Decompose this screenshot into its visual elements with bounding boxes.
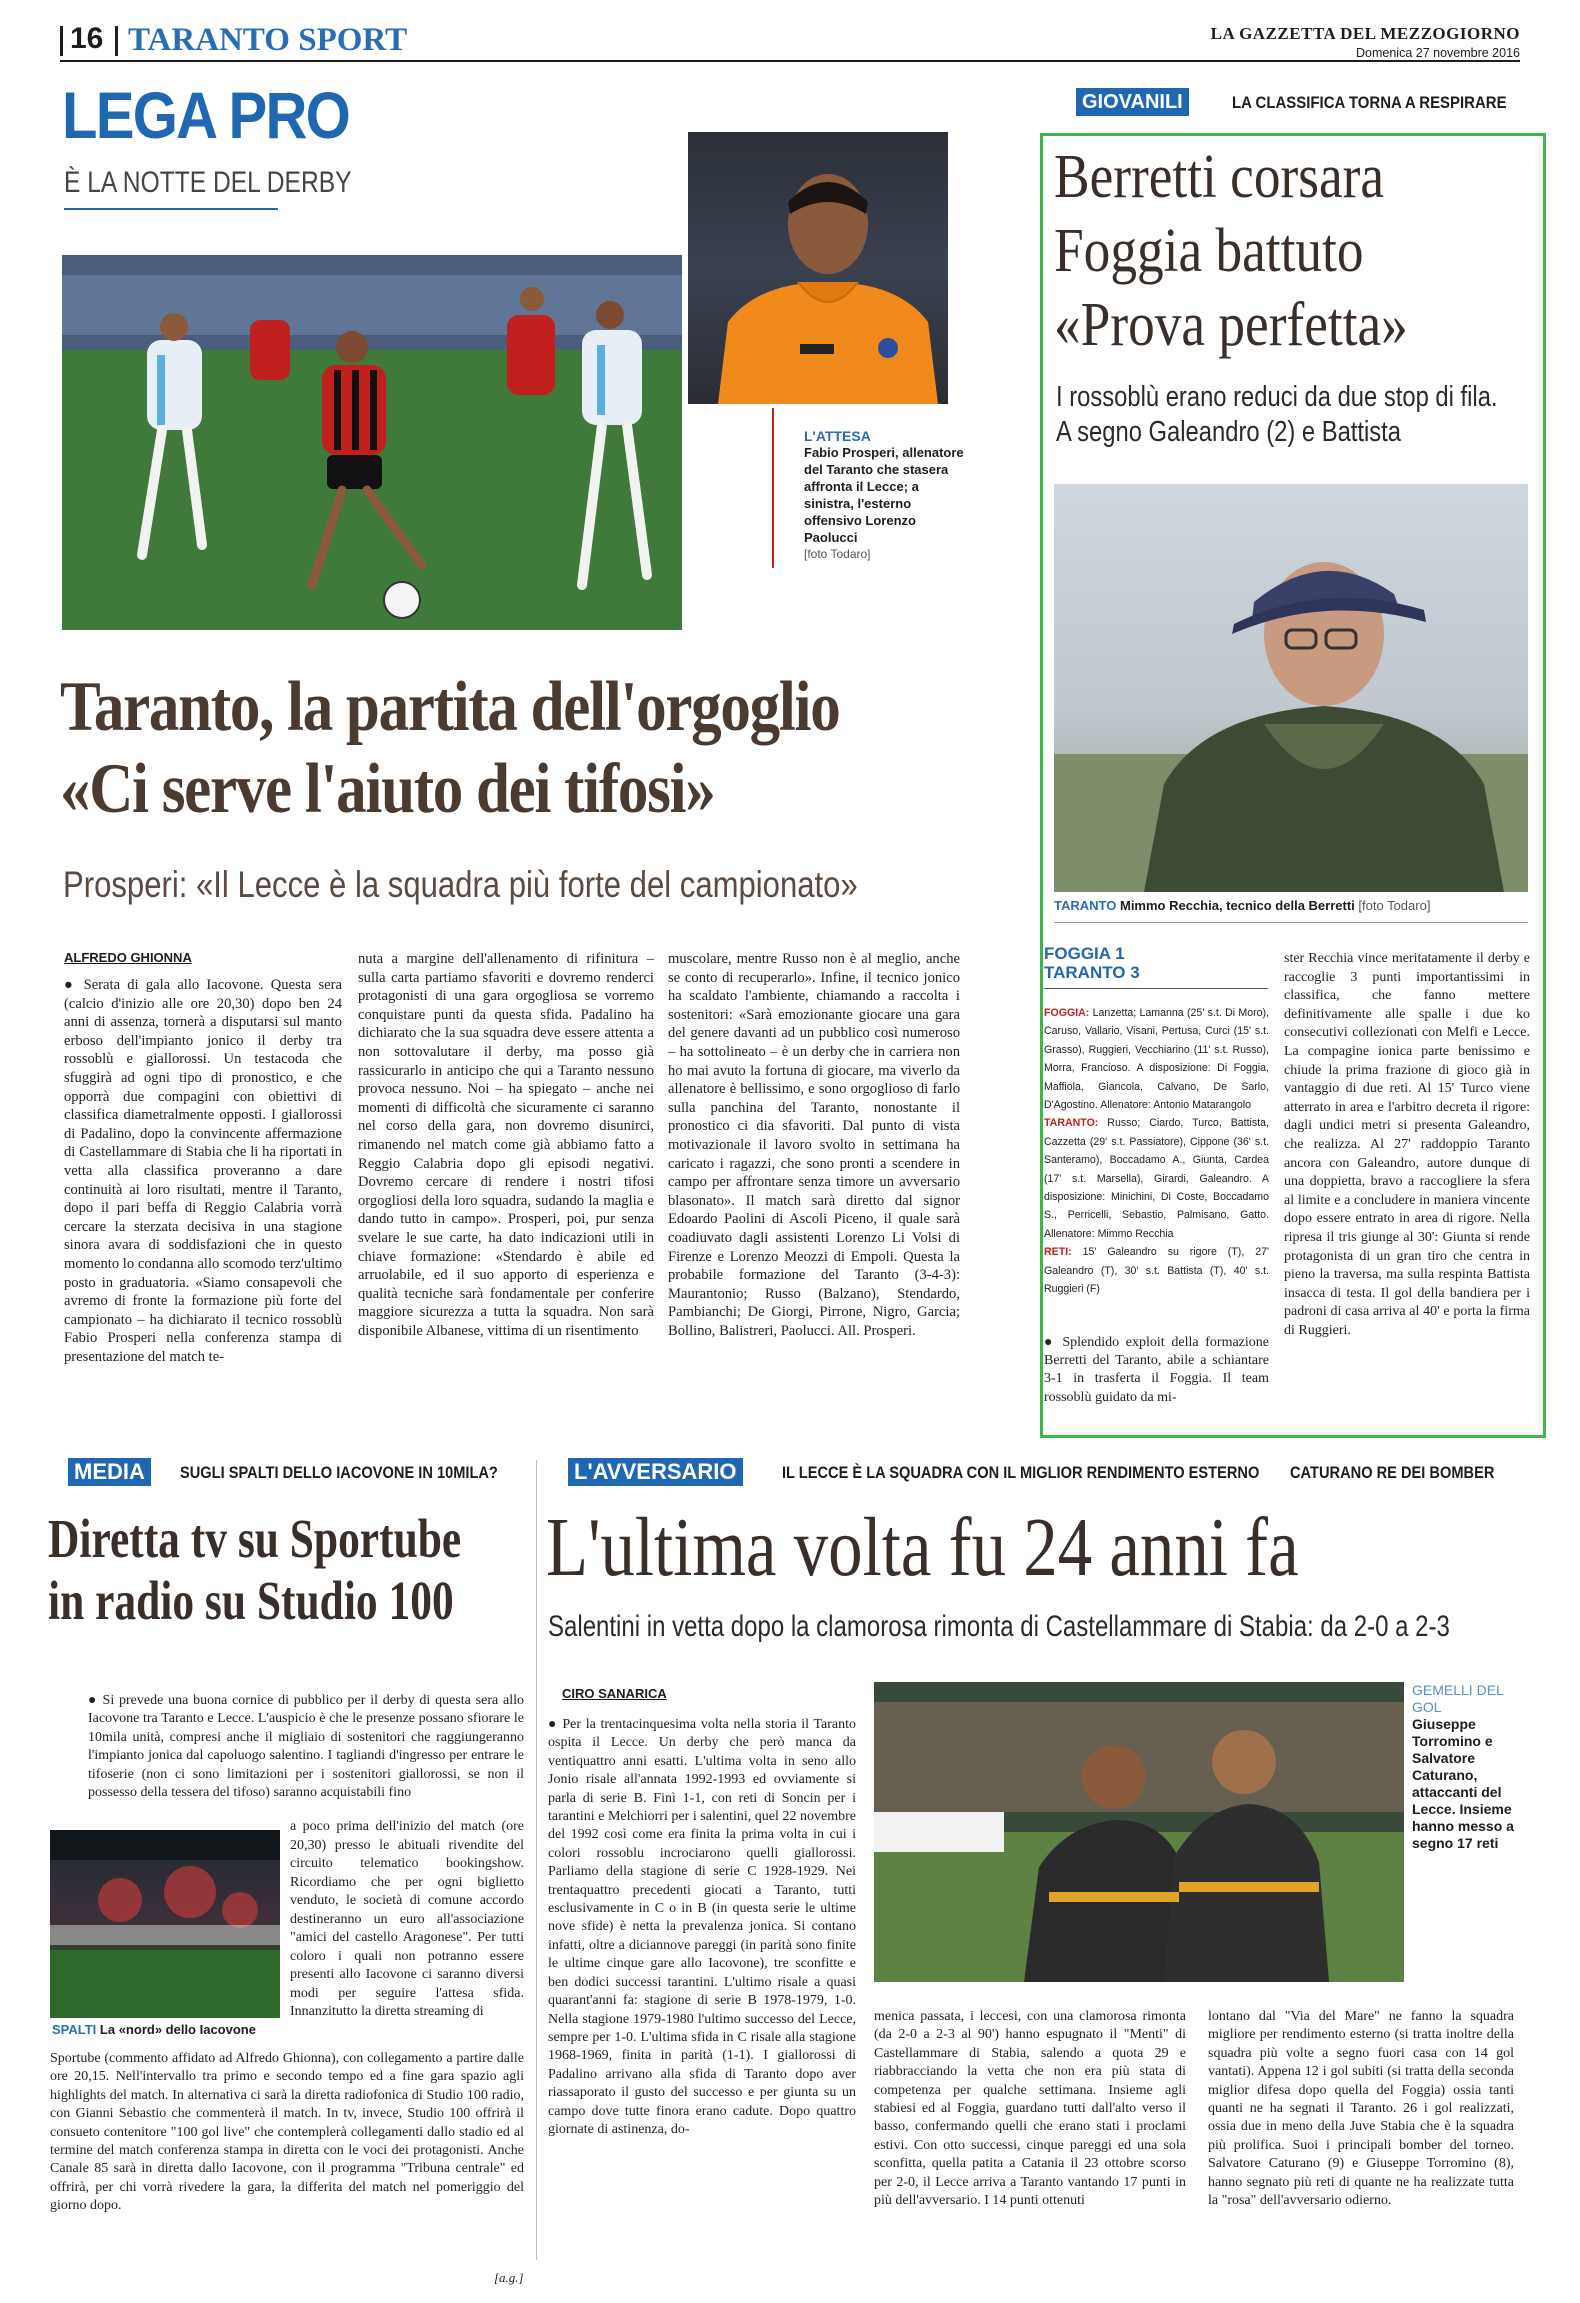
tabellino-foggia-label: FOGGIA: [1044,1007,1090,1019]
giovanili-headline-2: Foggia battuto [1054,217,1364,285]
masthead-separator [115,26,118,56]
prosperi-illustration [688,132,948,404]
giovanili-col-a-text: ● Splendido exploit della formazione Berretti del Taranto, abile a schiantare 3-1 in trasferta il Foggia. Il team rossoblù guidato da mi- [1044,1335,1269,1405]
giovanili-kicker: LA CLASSIFICA TORNA A RESPIRARE [1232,93,1507,112]
main-byline: ALFREDO GHIONNA [64,950,192,965]
match-photo [62,255,682,630]
media-intro [88,1692,524,1816]
masthead-left-bar [60,26,63,56]
score-home: FOGGIA 1 [1044,944,1125,963]
score-away: TARANTO 3 [1044,963,1140,982]
avversario-deck: Salentini in vetta dopo la clamorosa rimonta di Castellammare di Stabia: da 2-0 a 2-3 [548,1610,1450,1643]
main-col-3-text: muscolare, mentre Russo non è al meglio, anche se conto di recuperarlo». Infine, il tecnico jonico ha scaldato l'ambiente, chiamando a raccolta i sostenitori: «Sarà emozionante giocare una gara del genere davanti ad un pubblico così numeroso – ha sottolineato – è un derby che in carriera non ho mai avuto la fortuna di giocare, ma viverlo da allenatore è bellissimo, e sono orgoglioso di farlo sulla panchina del Taranto, nonostante il pronostico ci dia sfavoriti. Dal punto di vista motivazionale il lavoro svolto in settimana ha caricato i ragazzi, che sono pronti a scendere in campo per affrontare senza timore un avversario blasonato». Il match sarà diretto dal signor Edoardo Paolini di Ascoli Piceno, il quale sarà coadiuvato dagli assistenti Lorenzo Li Volsi di Firenze e Lorenzo Meozzi di Empoli. Questa la probabile formazione del Taranto (3-4-3): Maurantonio; Russo (Balzano), Stendardo, Pambianchi; De Giorgi, Pirrone, Nigro, Garcia; Bollino, Balistreri, Paolucci. All. Prosperi. [668,951,960,1339]
curva-photo [50,1830,280,2018]
caption-head: L'ATTESA [804,428,871,444]
media-headline-2: in radio su Studio 100 [48,1570,454,1631]
curva-caption-body: La «nord» dello Iacovone [99,2022,256,2037]
avversario-col-1 [548,1716,856,2276]
lecce-caption-head: GEMELLI DEL GOL [1412,1682,1504,1715]
curva-caption-head: SPALTI [52,2022,97,2037]
tabellino-foggia-text: Lanzetta; Lamanna (25' s.t. Di Moro), Caruso, Vallario, Visani, Pertusa, Curci (15' s.t. Grasso), Ruggieri, Vecchiarino (11' s.t. Russo), Morra, Francioso. A disposizione: Di Foggia, Maffiola, Giancola, Calvano, De Sarlo, D'Agostino. Allenatore: Antonio Matarangolo [1044,1007,1269,1112]
main-col-3 [668,950,960,1426]
giovanili-headline-3: «Prova perfetta» [1054,291,1408,359]
main-headline-2: «Ci serve l'aiuto dei tifosi» [60,750,715,828]
media-signature: [a.g.] [494,2270,524,2285]
issue-date: Domenica 27 novembre 2016 [1356,46,1520,60]
giovanili-headline-1: Berretti corsara [1054,143,1385,211]
recchia-caption-credit: [foto Todaro] [1358,898,1431,913]
tabellino-reti-label: RETI: [1044,1246,1072,1259]
masthead [60,20,1520,66]
lega-pro-subtitle: È LA NOTTE DEL DERBY [64,166,352,199]
tabellino-taranto-text: Russo; Ciardo, Turco, Battista, Cazzetta (29' s.t. Passiatore), Cipponе (36' s.t. Santeramo), Boccadamo A., Giunta, Cardea (17' s.t. Marsella), Girardi, Galeandro. A disposizione: Minichini, Di Coste, Boccadamo S., Perricelli, Sebastio, Palmisano, Gatto. Allenatore: Mimmo Recchia [1044,1117,1269,1240]
lecce-illustration [874,1682,1404,1982]
page-number: 16 [70,22,104,55]
tabellino-taranto [1044,1114,1269,1243]
lecce-caption-body: Giuseppe Torromino e Salvatore Caturano, attaccanti del Lecce. Insieme hanno messo a segno 17 reti [1412,1716,1514,1851]
giovanili-col-b-text: ster Recchia vince meritatamente il derby e raccoglie 3 punti importantissimi in classifica, che fanno mettere definitivamente alle spalle i due ko consecutivi collezionati con Melfi e Lecce. La compagine ionica parte benissimo e chiude la prima frazione di gioco già in vantaggio di due reti. Al 15' Turco viene atterrato in area e l'arbitro decreta il rigore: dagli undici metri si presenta Galeandro, che realizza. Al 27' raddoppio Taranto ancora con Galeandro, autore dunque di una doppietta, bravo a raccogliere la sfera al limite e a concludere in maniera vincente dopo essere entrato in area di rigore. Nella ripresa il tris giunge al 30': Giunta si rende protagonista di un gran tiro che centra in pieno la traversa, ma sulla respinta Battista insacca di testa. Il gol della bandiera per i padroni di casa arriva al 40' e porta la firma di Ruggieri. [1284,951,1530,1338]
giovanili-caption-rule [1054,922,1528,923]
section-title: TARANTO SPORT [128,22,408,58]
tabellino-foggia [1044,1004,1269,1114]
giovanili-tag: GIOVANILI [1076,88,1189,116]
caption-rule [772,408,774,568]
lecce-photo [874,1682,1404,1982]
main-col-2 [358,950,654,1426]
media-headline-1: Diretta tv su Sportube [48,1508,462,1569]
tabellino-reti [1044,1243,1269,1298]
avversario-col-2-text: menica passata, i leccesi, con una clamorosa rimonta (da 2-0 a 2-3 al 90') hanno espugnato il "Menti" di Castellammare di Stabia, salendo a quota 29 e riabbracciando la vetta che non era più stata di competenza per qualche settimana. Insieme agli stabiesi ed al Foggia, guardano tutti dall'alto verso il basso, confermando quelli che erano stati i proclami estivi. Con otto successi, cinque pareggi ed una sola sconfitta, quella patita a Catania il 23 ottobre scorso per 2-0, il Lecce arriva a Taranto vantando 17 punti in più dell'avversario. I 14 punti ottenuti [874,2009,1186,2209]
media-bottom [50,2050,524,2272]
main-headline-1: Taranto, la partita dell'orgoglio [60,668,840,746]
caption-credit: [foto Todaro] [804,547,871,561]
main-col-1 [64,976,342,1426]
media-side-text: a poco prima dell'inizio del match (ore 20,30) presso le abituali rivendite del circuito telematico bookingshow. Ricordiamo che per ogni biglietto venduto, le società di comune accordo destineranno un euro all'associazione "amici del castello Aragonese". Per tutti coloro i quali non potranno essere presenti allo Iacovone ci saranno diversi modi per seguire l'attesa sfida. Innanzitutto la diretta streaming di [290,1819,524,2019]
avversario-headline: L'ultima volta fu 24 anni fa [546,1501,1299,1594]
newspaper-name: LA GAZZETTA DEL MEZZOGIORNO [1210,24,1520,43]
main-deck: Prosperi: «Il Lecce è la squadra più forte del campionato» [63,864,858,905]
tabellino [1044,1004,1269,1299]
tabellino-taranto-label: TARANTO: [1044,1117,1099,1130]
recchia-caption [1054,898,1534,914]
curva-illustration [50,1830,280,2018]
avversario-col-3 [1208,2008,1514,2278]
avversario-col-3-text: lontano dal "Via del Mare" ne fanno la squadra migliore per rendimento esterno (si tratta inoltre della squadra più volte a segno fuori casa con 14 gol vantati). Appena 12 i gol subiti (si tratta della seconda miglior difesa dopo quella del Foggia) ossia tanti quanti ne ha segnati il Taranto. 26 i gol realizzati, ossia due in meno della Juve Stabia che è la squadra più prolifica. Suoi i principali bomber del torneo. Salvatore Caturano (9) e Giuseppe Torromino (8), hanno segnato più reti di quante ne ha realizzate tutta la "rosa" dell'avversario odierno. [1208,2009,1514,2209]
media-kicker: SUGLI SPALTI DELLO IACOVONE IN 10MILA? [180,1463,498,1482]
avversario-tag: L'AVVERSARIO [568,1458,743,1486]
avversario-kicker-2: CATURANO RE DEI BOMBER [1290,1463,1495,1482]
curva-caption [52,2022,292,2038]
caption-body: Fabio Prosperi, allenatore del Taranto che stasera affronta il Lecce; a sinistra, l'esterno offensivo Lorenzo Paolucci [804,445,964,545]
avversario-col-2 [874,2008,1186,2278]
match-illustration [62,255,682,630]
main-col-2-text: nuta a margine dell'allenamento di rifinitura – sulla carta partiamo sfavoriti e dovremo renderci protagonisti di una gara orgogliosa se vorremo conquistare punti da questa sfida. Padalino ha dichiarato che la sua squadra deve essere attenta a non sottovalutare il derby, ma posso già rassicurarlo in anticipo che qui a Taranto nessuno provoca nessuno. Noi – ha spiegato – anche nei momenti di difficoltà che sicuramente ci saranno nel corso della gara, non dovremo disunirci, rimanendo nel match come già abbiamo fatto a Reggio Calabria dopo gli episodi negativi. Dovremo cercare di rendere i nostri tifosi orgogliosi della loro squadra, sudando la maglia e dando tutto in campo». Prosperi, poi, pur senza svelare le sue carte, ha dato indicazioni utili in chiave formazione: «Stendardo è abile ed arruolabile, ed il suo apporto di esperienza e qualità tecniche sarà fondamentale per conferire maggiore sicurezza a tutta la squadra. Non sarà disponibile Albanese, vittima di un risentimento [358,951,654,1339]
giovanili-col-b [1284,950,1530,1430]
giovanili-col-a [1044,1334,1269,1430]
recchia-caption-body: Mimmo Recchia, tecnico della Berretti [1119,898,1355,913]
tabellino-reti-text: 15' Galeandro su rigore (T), 27' Galeandro (T), 30' s.t. Battista (T), 40' s.t. Ruggieri (F) [1044,1246,1269,1296]
media-side [290,1818,524,2042]
media-intro-text: ● Si prevede una buona cornice di pubblico per il derby di questa sera allo Iacovone tra Taranto e Lecce. L'auspicio è che le presenze possano sfiorare le 10mila unità, compresi anche il migliaio di sostenitori che raggiungeranno l'impianto jonica dal capoluogo salentino. I tagliandi d'ingresso per entrare le tifoserie (non ci sono limitazioni per i sostenitori giallorossi, se non il possesso della tessera del tifoso) saranno acquistabili fino [88,1693,524,1801]
lecce-caption [1412,1682,1522,1852]
media-tag: MEDIA [68,1458,151,1486]
avversario-byline: CIRO SANARICA [562,1686,667,1701]
tabellino-rule [1044,988,1268,989]
recchia-photo [1054,484,1528,892]
avversario-kicker-1: IL LECCE È LA SQUADRA CON IL MIGLIOR RENDIMENTO ESTERNO [782,1463,1260,1482]
recchia-caption-head: TARANTO [1054,898,1117,913]
section-divider [536,1460,537,2260]
prosperi-photo [688,132,948,404]
media-bottom-text: Sportube (commento affidato ad Alfredo Ghionna), con collegamento a partire dalle ore 20,15. Nell'intervallo tra primo e secondo tempo ed a fine gara spazio agli highlights del match. In alternativa ci sarà la diretta radiofonica di Studio 100 radio, con Gianni Sebastio che commenterà il match. In tv, invece, Studio 100 offrirà il consueto contenitore "100 gol live" che contemplerà collegamenti dallo stadio ed al termine del match conferenza stampa in diretta con le voci dei protagonisti. Anche Canale 85 sarà in diretta dallo Iacovone, con il programma "Tribuna centrale" ed offrirà, per chi vorrà rivedere la gara, la differita del match nel pomeriggio del giorno dopo. [50,2051,524,2214]
lega-pro-underline [64,208,278,210]
avversario-col-1-text: ● Per la trentacinquesima volta nella storia il Taranto ospita il Lecce. Un derby che però manca da ventiquattro anni esatti. L'ultima volta in seno allo Jonio risale all'annata 1992-1993 ed ovviamente si parla di serie B. Finì 1-1, con reti di Soncin per i tarantini e Melchiorri per i salentini, quel 22 novembre del 1992 così come era finita la prima volta in cui i colori rossoblu incrociarono quelli giallorossi. Parliamo della stagione di serie C 1928-1929. Nei trentaquattro precedenti giocati a Taranto, tutti esclusivamente in C o in B (in questa serie le ultime nove sfide) è netta la prevalenza jonica. Si contano infatti, oltre a diciannove pareggi (in parità sono finite le ultime cinque gare allo Iacovone), tre sconfitte e ben dodici successi tarantini. L'ultimo risale a quasi quarant'anni fa: stagione di serie B 1978-1979, 1-0. Nella stagione 1979-1980 l'ultimo successo del Lecce, sempre per 1-0. L'ultima sfida in C risale alla stagione 1968-1969, finita in parità (1-1). I giallorossi di Padalino arrivano alla sfida di Taranto dopo aver riassaporato il gusto del successo e per giunta su un campo dove tutte finora erano cadute. Dopo quattro giornate di astinenza, do- [548,1717,856,2137]
masthead-rule [60,60,1520,62]
recchia-illustration [1054,484,1528,892]
giovanili-deck: I rossoblù erano reduci da due stop di fila. A segno Galeandro (2) e Battista [1056,381,1498,448]
main-col-1-text: ● Serata di gala allo Iacovone. Questa sera (calcio d'inizio alle ore 20,30) dopo ben 24 anni di assenza, tornerà a disputarsi sul manto erboso dell'impianto jonico il derby tra rossoblù e giallorossi. Un testacoda che sfuggirà ad ogni tipo di pronostico, e che opporrà due compagini con obiettivi di classifica diametralmente opposti. I giallorossi di Padalino, dopo la convincente affermazione di Castellammare di Stabia che li ha riportati in vetta alla classifica proveranno a dare continuità ai loro risultati, mentre il Taranto, dopo il pari beffa di Reggio Calabria vorrà cercare la sterzata decisiva in una stagione sinora avara di soddisfazioni che in questo momento lo condanna allo scomodo terz'ultimo posto in graduatoria. «Siamo consapevoli che avremo di fronte la formazione più forte del campionato – ha dichiarato il tecnico rossoblù Fabio Prosperi nella conferenza stampa di presentazione del match te- [64,977,342,1365]
lega-pro-label: LEGA PRO [62,78,350,152]
prosperi-caption [804,428,964,562]
